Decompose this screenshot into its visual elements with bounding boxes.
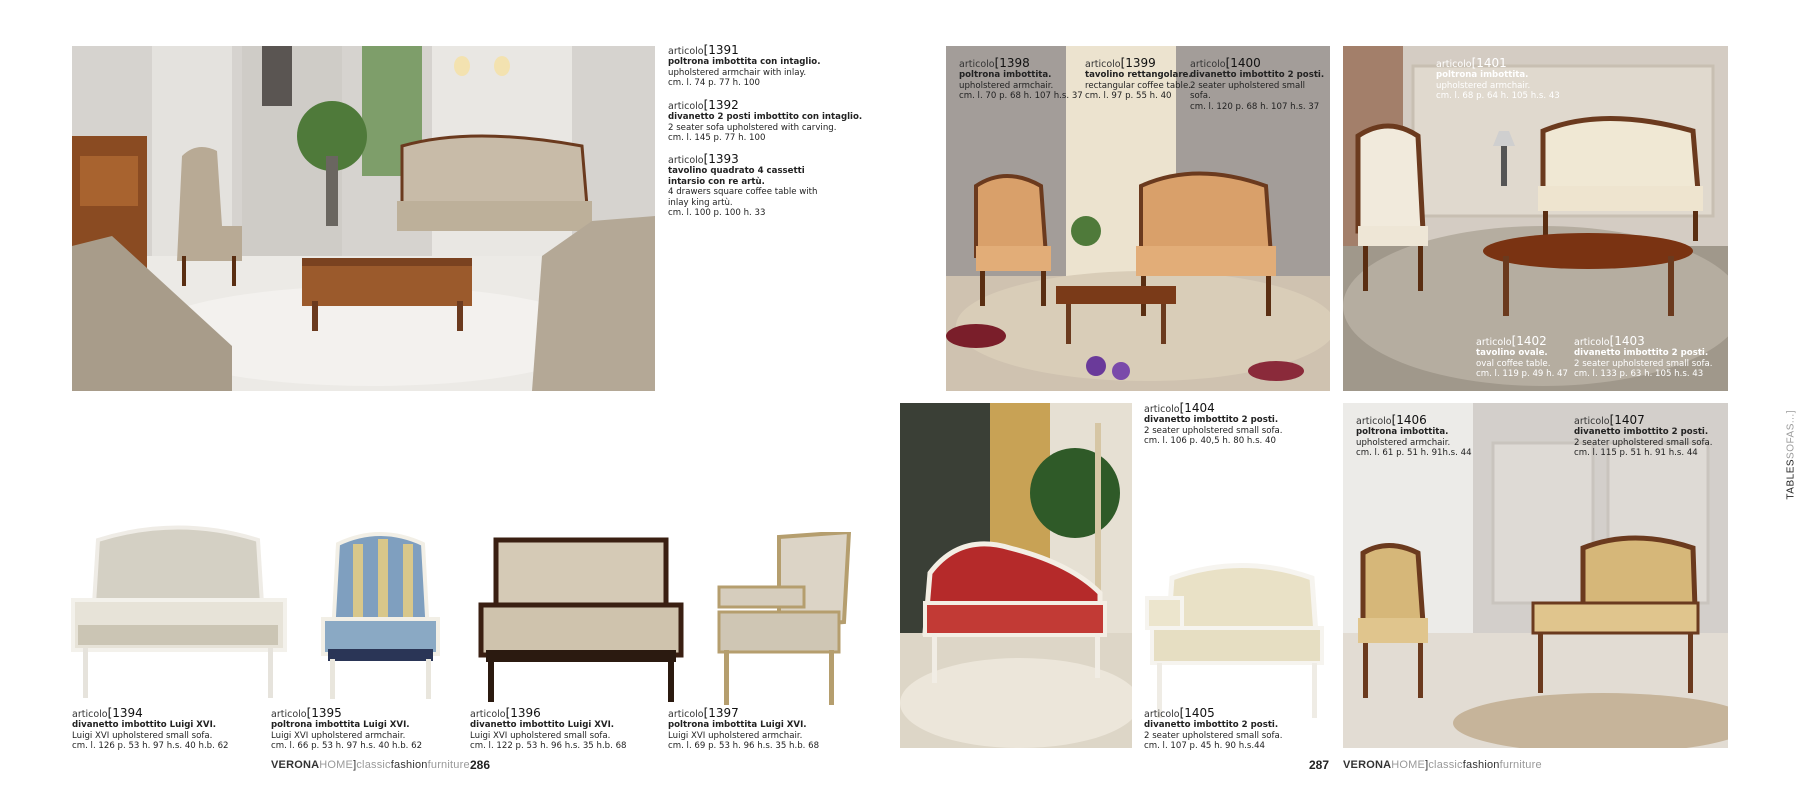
article-dimensions: cm. l. 68 p. 64 h. 105 h.s. 43 bbox=[1436, 91, 1560, 102]
page-number-left: 286 bbox=[470, 758, 491, 772]
article-italian: tavolino rettangolare. bbox=[1085, 70, 1192, 81]
article-english: 2 seater upholstered small sofa. bbox=[1574, 358, 1713, 369]
article-number: 1399 bbox=[1125, 56, 1156, 70]
article-italian: divanetto imbottito 2 posti. bbox=[1144, 720, 1279, 731]
article-1405 bbox=[1144, 708, 1334, 752]
brand-fashion: fashion bbox=[1462, 759, 1500, 771]
armchair-1395-photo bbox=[318, 524, 443, 699]
article-1403 bbox=[1574, 336, 1724, 380]
article-dimensions: cm. l. 61 p. 51 h. 91h.s. 44 bbox=[1356, 448, 1472, 459]
article-prefix: articolo bbox=[1436, 59, 1472, 70]
article-number: 1407 bbox=[1614, 413, 1645, 427]
article-prefix: articolo bbox=[668, 155, 704, 166]
article-bracket: [ bbox=[703, 43, 709, 57]
article-english: Luigi XVI upholstered small sofa. bbox=[72, 730, 213, 741]
article-prefix: articolo bbox=[668, 46, 704, 57]
article-italian: divanetto imbottito 2 posti. bbox=[1574, 348, 1709, 359]
article-english: Luigi XVI upholstered armchair. bbox=[668, 730, 803, 741]
red-sofa-photo bbox=[900, 403, 1132, 748]
article-bracket: [ bbox=[994, 56, 1000, 70]
article-dimensions: cm. l. 74 p. 77 h. 100 bbox=[668, 78, 760, 89]
article-prefix: articolo bbox=[1144, 404, 1180, 415]
article-italian: poltrona imbottita Luigi XVI. bbox=[668, 720, 807, 731]
article-italian: poltrona imbottita Luigi XVI. bbox=[271, 720, 410, 731]
footer-brand-right bbox=[1343, 759, 1542, 771]
article-dimensions: cm. l. 120 p. 68 h. 107 h.s. 37 bbox=[1190, 101, 1320, 112]
article-dimensions: cm. l. 66 p. 53 h. 97 h.s. 40 h.b. 62 bbox=[271, 741, 423, 752]
brand-verona: VERONA bbox=[1343, 759, 1392, 771]
brand-separator: ] bbox=[1425, 759, 1429, 771]
article-number: 1405 bbox=[1184, 706, 1215, 720]
article-english: 2 seater upholstered small sofa. bbox=[1144, 730, 1283, 741]
article-prefix: articolo bbox=[271, 709, 307, 720]
article-italian: poltrona imbottita con intaglio. bbox=[668, 57, 821, 68]
article-italian: divanetto imbottito 2 posti. bbox=[1144, 415, 1279, 426]
article-english: 2 seater sofa upholstered with carving. bbox=[668, 122, 837, 133]
article-1401 bbox=[1436, 58, 1576, 102]
article-bracket: [ bbox=[1120, 56, 1126, 70]
article-english: Luigi XVI upholstered armchair. bbox=[271, 730, 406, 741]
article-english: upholstered armchair with inlay. bbox=[668, 67, 807, 78]
article-dimensions: cm. l. 107 p. 45 h. 90 h.s.44 bbox=[1144, 741, 1266, 752]
white-sofa-1405-photo bbox=[1142, 558, 1332, 723]
article-english: Luigi XVI upholstered small sofa. bbox=[470, 730, 611, 741]
brand-furniture: furniture bbox=[1499, 759, 1542, 771]
article-number: 1393 bbox=[708, 152, 739, 166]
article-dimensions: cm. l. 70 p. 68 h. 107 h.s. 37 bbox=[959, 91, 1083, 102]
article-1402 bbox=[1476, 336, 1571, 380]
article-prefix: articolo bbox=[1085, 59, 1121, 70]
article-1400 bbox=[1190, 58, 1325, 112]
article-prefix: articolo bbox=[959, 59, 995, 70]
article-bracket: [ bbox=[1225, 56, 1231, 70]
article-english: rectangular coffee table. bbox=[1085, 80, 1191, 91]
article-dimensions: cm. l. 97 p. 55 h. 40 bbox=[1085, 91, 1172, 102]
article-bracket: [ bbox=[1179, 401, 1185, 415]
brand-classic: classic bbox=[356, 759, 391, 771]
article-number: 1394 bbox=[112, 706, 143, 720]
article-dimensions: cm. l. 100 p. 100 h. 33 bbox=[668, 208, 766, 219]
article-prefix: articolo bbox=[668, 101, 704, 112]
article-english: 2 seater upholstered small sofa. bbox=[1574, 437, 1713, 448]
sofa-1394-photo bbox=[68, 520, 290, 700]
article-english: 4 drawers square coffee table with inlay king artù. bbox=[668, 187, 818, 208]
article-1396 bbox=[470, 708, 660, 752]
article-english: upholstered armchair. bbox=[959, 80, 1054, 91]
brand-home: HOME bbox=[319, 759, 354, 771]
article-number: 1398 bbox=[999, 56, 1030, 70]
article-prefix: articolo bbox=[668, 709, 704, 720]
article-number: 1400 bbox=[1230, 56, 1261, 70]
brand-home: HOME bbox=[1391, 759, 1426, 771]
article-1392 bbox=[668, 100, 868, 144]
article-1394 bbox=[72, 708, 262, 752]
article-dimensions: cm. l. 106 p. 40,5 h. 80 h.s. 40 bbox=[1144, 436, 1276, 447]
article-bracket: [ bbox=[703, 706, 709, 720]
article-english: 2 seater upholstered small sofa. bbox=[1144, 425, 1283, 436]
article-english: 2 seater upholstered small sofa. bbox=[1190, 80, 1305, 102]
article-1399 bbox=[1085, 58, 1195, 102]
article-prefix: articolo bbox=[1574, 416, 1610, 427]
article-bracket: [ bbox=[703, 152, 709, 166]
article-bracket: [ bbox=[505, 706, 511, 720]
article-english: upholstered armchair. bbox=[1356, 437, 1451, 448]
article-italian: tavolino quadrato 4 cassetti intarsio con re artù. bbox=[668, 166, 805, 187]
article-bracket: [ bbox=[1511, 334, 1517, 348]
article-italian: divanetto 2 posti imbottito con intaglio. bbox=[668, 112, 863, 123]
article-1406 bbox=[1356, 415, 1481, 459]
article-number: 1396 bbox=[510, 706, 541, 720]
article-bracket: [ bbox=[1609, 334, 1615, 348]
article-number: 1392 bbox=[708, 98, 739, 112]
article-prefix: articolo bbox=[1574, 337, 1610, 348]
article-dimensions: cm. l. 126 p. 53 h. 97 h.s. 40 h.b. 62 bbox=[72, 741, 229, 752]
article-italian: poltrona imbottita. bbox=[1356, 427, 1449, 438]
article-number: 1395 bbox=[311, 706, 342, 720]
article-prefix: articolo bbox=[1476, 337, 1512, 348]
article-number: 1401 bbox=[1476, 56, 1507, 70]
footer-brand-left bbox=[271, 759, 470, 771]
article-prefix: articolo bbox=[1190, 59, 1226, 70]
article-dimensions: cm. l. 145 p. 77 h. 100 bbox=[668, 133, 766, 144]
article-bracket: [ bbox=[107, 706, 113, 720]
article-1391 bbox=[668, 45, 868, 89]
article-number: 1397 bbox=[708, 706, 739, 720]
brand-fashion: fashion bbox=[390, 759, 428, 771]
page-number-right: 287 bbox=[1309, 758, 1330, 772]
article-bracket: [ bbox=[1471, 56, 1477, 70]
article-number: 1403 bbox=[1614, 334, 1645, 348]
section-side-label bbox=[1786, 410, 1797, 500]
article-dimensions: cm. l. 122 p. 53 h. 96 h.s. 35 h.b. 68 bbox=[470, 741, 627, 752]
article-dimensions: cm. l. 133 p. 63 h. 105 h.s. 43 bbox=[1574, 369, 1704, 380]
article-italian: poltrona imbottita. bbox=[1436, 70, 1529, 81]
article-dimensions: cm. l. 115 p. 51 h. 91 h.s. 44 bbox=[1574, 448, 1698, 459]
living-room-photo bbox=[72, 46, 655, 391]
article-1398 bbox=[959, 58, 1084, 102]
article-number: 1404 bbox=[1184, 401, 1215, 415]
sofa-1396-photo bbox=[476, 535, 686, 703]
article-dimensions: cm. l. 69 p. 53 h. 96 h.s. 35 h.b. 68 bbox=[668, 741, 820, 752]
article-bracket: [ bbox=[703, 98, 709, 112]
article-number: 1402 bbox=[1516, 334, 1547, 348]
article-italian: poltrona imbottita. bbox=[959, 70, 1052, 81]
article-prefix: articolo bbox=[1356, 416, 1392, 427]
article-english: upholstered armchair. bbox=[1436, 80, 1531, 91]
armchair-1397-photo bbox=[714, 532, 856, 707]
article-italian: tavolino ovale. bbox=[1476, 348, 1548, 359]
article-1404 bbox=[1144, 403, 1334, 447]
article-number: 1406 bbox=[1396, 413, 1427, 427]
article-1397 bbox=[668, 708, 858, 752]
article-english: oval coffee table. bbox=[1476, 358, 1551, 369]
article-number: 1391 bbox=[708, 43, 739, 57]
article-bracket: [ bbox=[1179, 706, 1185, 720]
article-prefix: articolo bbox=[470, 709, 506, 720]
article-bracket: [ bbox=[1391, 413, 1397, 427]
brand-classic: classic bbox=[1428, 759, 1463, 771]
article-1393 bbox=[668, 154, 838, 218]
article-prefix: articolo bbox=[72, 709, 108, 720]
article-italian: divanetto imbottito 2 posti. bbox=[1574, 427, 1709, 438]
side-label-tables: TABLES bbox=[1786, 458, 1797, 500]
article-1407 bbox=[1574, 415, 1724, 459]
brand-verona: VERONA bbox=[271, 759, 320, 771]
article-italian: divanetto imbottito Luigi XVI. bbox=[470, 720, 615, 731]
article-1395 bbox=[271, 708, 461, 752]
article-dimensions: cm. l. 119 p. 49 h. 47 bbox=[1476, 369, 1568, 380]
article-prefix: articolo bbox=[1144, 709, 1180, 720]
article-italian: divanetto imbottito 2 posti. bbox=[1190, 70, 1325, 81]
brand-separator: ] bbox=[353, 759, 357, 771]
side-label-sofas: SOFAS...] bbox=[1786, 410, 1797, 459]
article-italian: divanetto imbottito Luigi XVI. bbox=[72, 720, 217, 731]
brand-furniture: furniture bbox=[427, 759, 470, 771]
article-bracket: [ bbox=[1609, 413, 1615, 427]
article-bracket: [ bbox=[306, 706, 312, 720]
